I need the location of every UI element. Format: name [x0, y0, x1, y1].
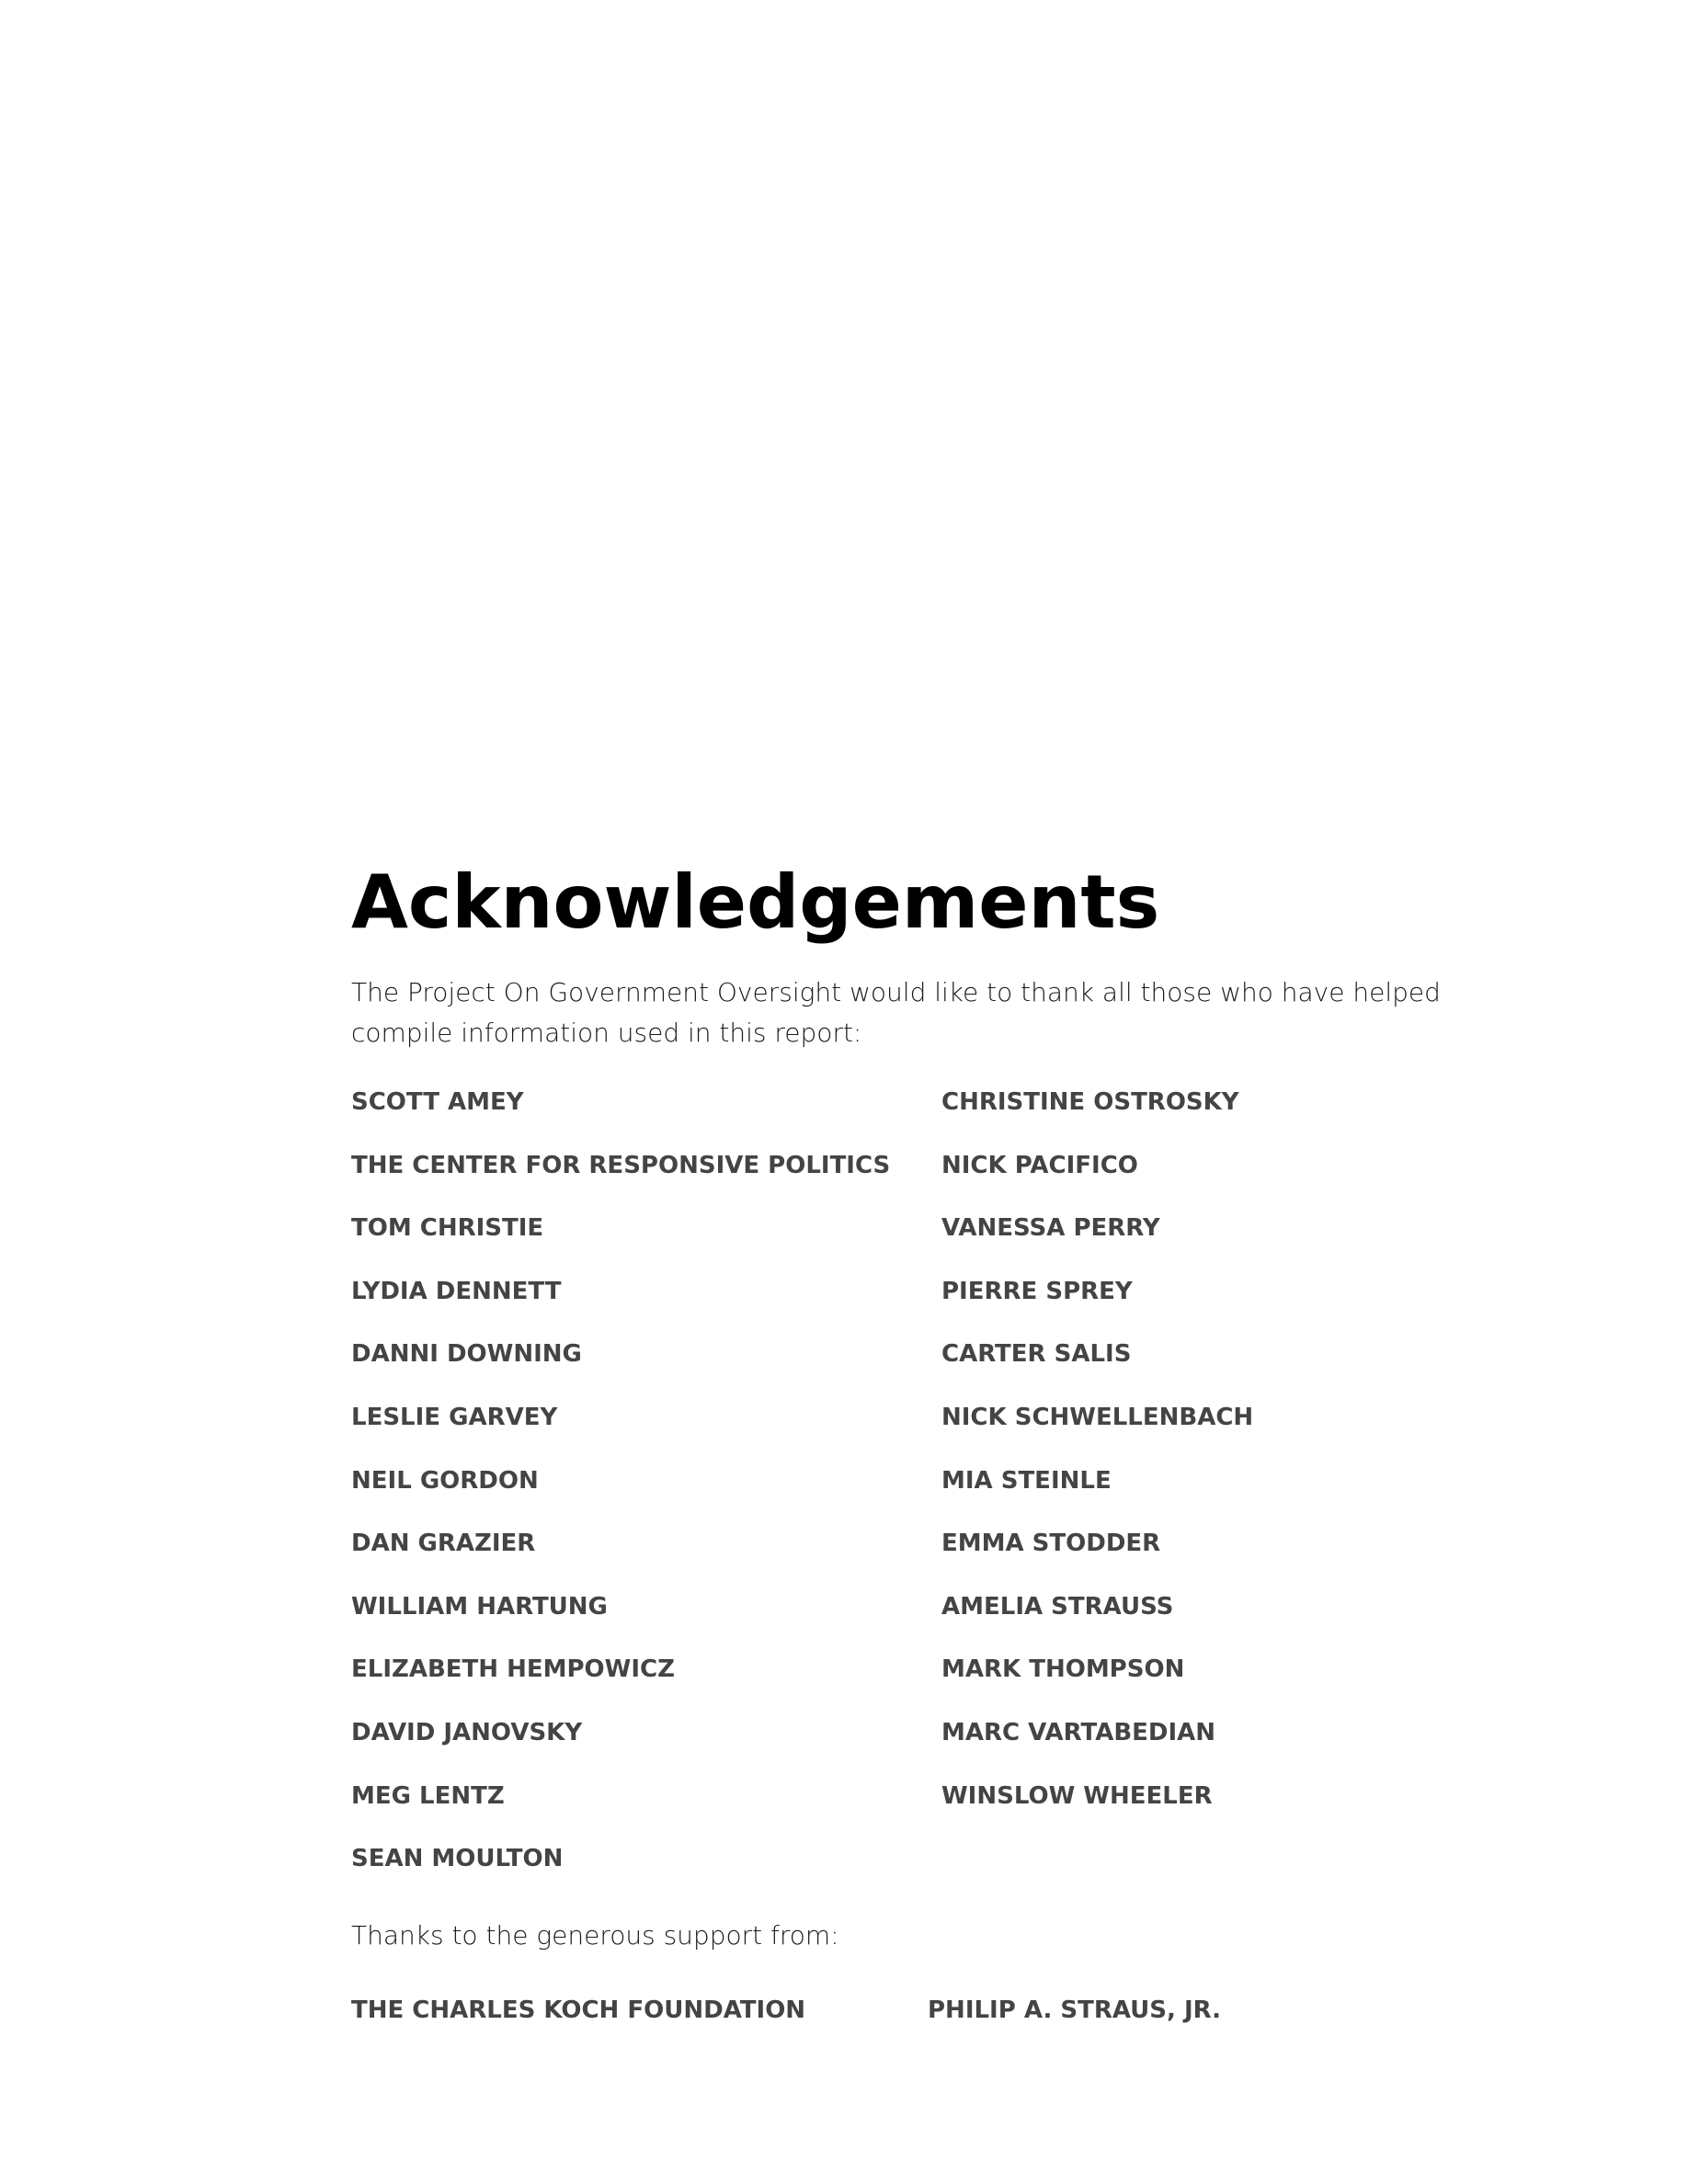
contributor-name: THE CENTER FOR RESPONSIVE POLITICS [351, 1151, 891, 1179]
page-title: Acknowledgements [351, 859, 1160, 945]
contributor-name: AMELIA STRAUSS [941, 1592, 1174, 1621]
contributor-name: WILLIAM HARTUNG [351, 1592, 608, 1621]
contributor-name: LYDIA DENNETT [351, 1277, 562, 1305]
contributor-name: CHRISTINE OSTROSKY [941, 1088, 1239, 1116]
contributor-name: PIERRE SPREY [941, 1277, 1133, 1305]
supporter-name: PHILIP A. STRAUS, JR. [928, 1996, 1221, 2024]
contributor-name: DAN GRAZIER [351, 1530, 536, 1558]
contributor-name: DANNI DOWNING [351, 1340, 582, 1369]
contributor-name: MIA STEINLE [941, 1466, 1112, 1495]
contributor-name: DAVID JANOVSKY [351, 1718, 583, 1746]
contributor-name: WINSLOW WHEELER [941, 1781, 1213, 1810]
contributor-name: SEAN MOULTON [351, 1845, 564, 1873]
intro-paragraph: The Project On Government Oversight would like to thank all those who have helped compile information used in this report: [351, 977, 1441, 1048]
contributor-name: TOM CHRISTIE [351, 1214, 544, 1243]
acknowledgements-section [351, 859, 1482, 2026]
contributor-name: SCOTT AMEY [351, 1088, 524, 1116]
contributor-name: MEG LENTZ [351, 1781, 505, 1810]
contributor-name: MARC VARTABEDIAN [941, 1718, 1216, 1746]
supporter-list [351, 1995, 1482, 2026]
contributor-name: VANESSA PERRY [941, 1214, 1160, 1243]
contributor-name: MARK THOMPSON [941, 1655, 1185, 1684]
contributor-name: EMMA STODDER [941, 1530, 1161, 1558]
contributor-name: CARTER SALIS [941, 1340, 1132, 1369]
contributor-name: NEIL GORDON [351, 1466, 539, 1495]
contributor-list [351, 1086, 1482, 1906]
supporter-name: THE CHARLES KOCH FOUNDATION [351, 1996, 806, 2024]
contributor-name: NICK PACIFICO [941, 1151, 1138, 1179]
contributor-name: NICK SCHWELLENBACH [941, 1403, 1254, 1431]
support-heading: Thanks to the generous support from: [351, 1919, 839, 1951]
contributor-name: LESLIE GARVEY [351, 1403, 558, 1431]
contributor-name: ELIZABETH HEMPOWICZ [351, 1655, 675, 1684]
